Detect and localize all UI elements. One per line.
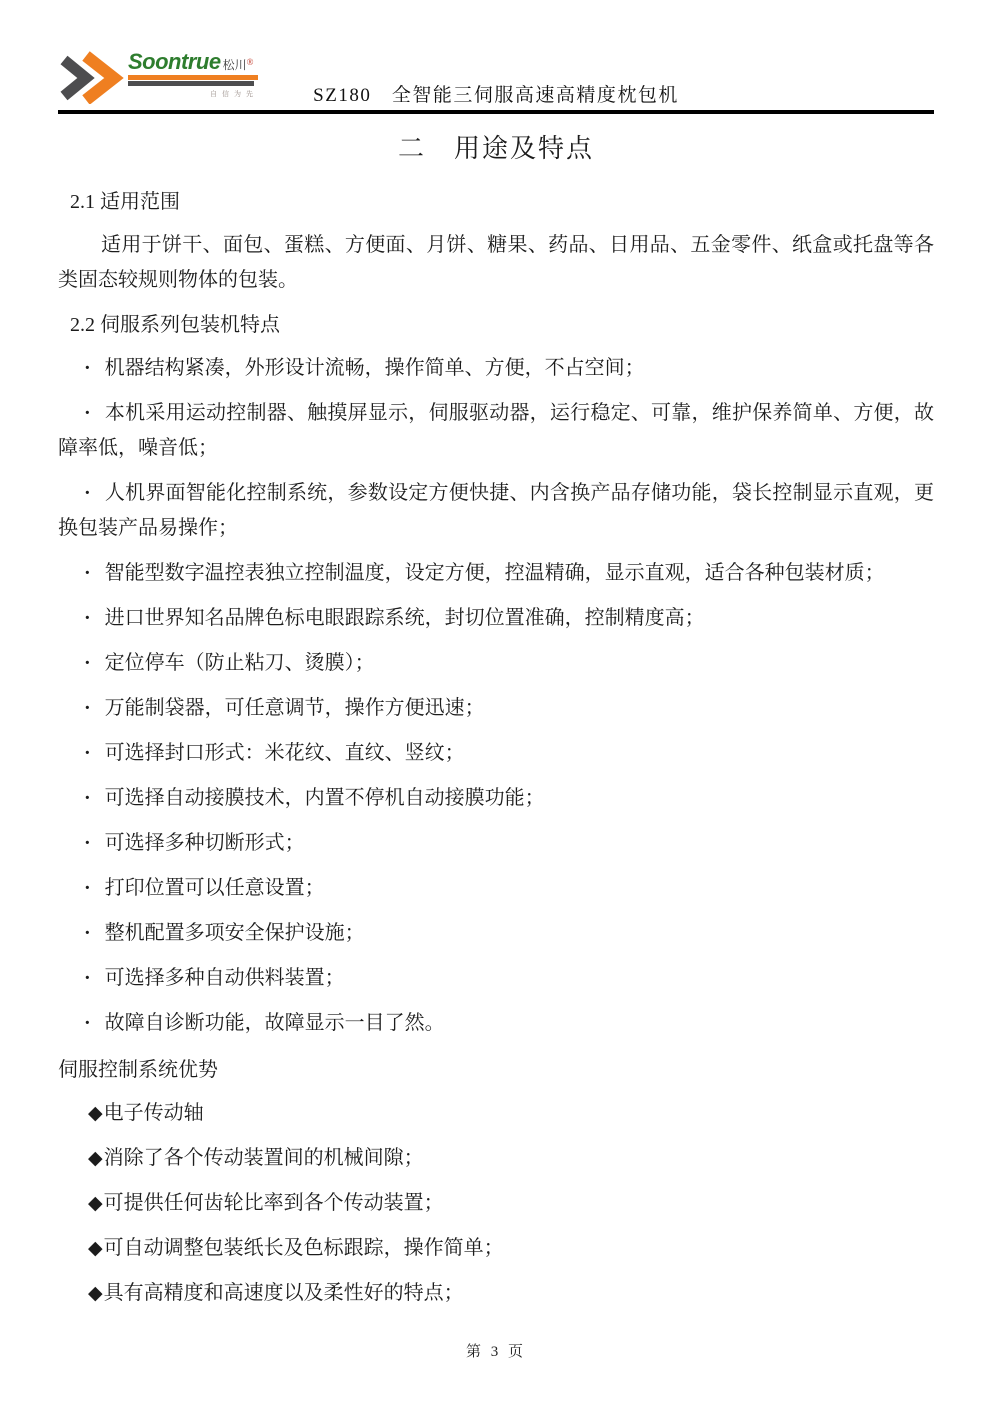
diamond-bullet-icon: ◆ (88, 1193, 103, 1214)
feature-item (58, 916, 934, 951)
bullet-dot-icon: · (84, 482, 91, 504)
servo-text: 可提供任何齿轮比率到各个传动装置； (103, 1192, 444, 1214)
feature-text: 进口世界知名品牌色标电眼跟踪系统，封切位置准确，控制精度高； (104, 607, 705, 629)
logo-bar-gray (128, 81, 254, 86)
doc-title: SZ180 全智能三伺服高速高精度枕包机 (313, 85, 679, 106)
bullet-dot-icon: · (84, 922, 91, 944)
diamond-bullet-icon: ◆ (88, 1148, 103, 1169)
bullet-dot-icon: · (84, 652, 91, 674)
servo-list (58, 1096, 934, 1311)
logo-text-block (128, 50, 260, 99)
bullet-dot-icon: · (84, 787, 91, 809)
bullet-dot-icon: · (84, 697, 91, 719)
feature-item (58, 691, 934, 726)
feature-item (58, 646, 934, 681)
logo-brand: Soontrue (128, 49, 221, 74)
feature-item (58, 476, 934, 546)
feature-text: 万能制袋器，可任意调节，操作方便迅速； (104, 697, 485, 719)
features-list (58, 351, 934, 1041)
feature-item (58, 396, 934, 466)
feature-item (58, 826, 934, 861)
servo-item (58, 1141, 934, 1176)
diamond-bullet-icon: ◆ (88, 1283, 103, 1304)
bullet-dot-icon: · (84, 967, 91, 989)
feature-item (58, 736, 934, 771)
feature-text: 可选择多种切断形式； (104, 832, 305, 854)
feature-text: 可选择封口形式：米花纹、直纹、竖纹； (104, 742, 465, 764)
bullet-dot-icon: · (84, 877, 91, 899)
feature-text: 人机界面智能化控制系统，参数设定方便快捷、内含换产品存储功能，袋长控制显示直观，更换包装产品易操作； (58, 482, 934, 539)
logo-brand-cn: 松川 (222, 58, 247, 72)
servo-item (58, 1186, 934, 1221)
soontrue-logo (60, 50, 260, 104)
servo-item (58, 1276, 934, 1311)
bullet-dot-icon: · (84, 607, 91, 629)
feature-text: 整机配置多项安全保护设施； (104, 922, 365, 944)
feature-item (58, 351, 934, 386)
feature-text: 机器结构紧凑，外形设计流畅，操作简单、方便，不占空间； (104, 357, 645, 379)
feature-item (58, 871, 934, 906)
feature-text: 定位停车（防止粘刀、烫膜）； (104, 652, 375, 674)
section-2-1-heading: 2.1 适用范围 (70, 191, 180, 213)
bullet-dot-icon: · (84, 1012, 91, 1034)
registered-mark-icon: ® (246, 57, 254, 67)
feature-item (58, 781, 934, 816)
bullet-dot-icon: · (84, 742, 91, 764)
bullet-dot-icon: · (84, 562, 91, 584)
servo-text: 消除了各个传动装置间的机械间隙； (103, 1147, 424, 1169)
feature-text: 故障自诊断功能，故障显示一目了然。 (104, 1012, 445, 1034)
servo-text: 电子传动轴 (103, 1102, 204, 1124)
feature-item (58, 601, 934, 636)
page-header (58, 0, 934, 114)
feature-item (58, 961, 934, 996)
feature-text: 可选择自动接膜技术，内置不停机自动接膜功能； (104, 787, 545, 809)
section-2-1-paragraph: 适用于饼干、面包、蛋糕、方便面、月饼、糖果、药品、日用品、五金零件、纸盒或托盘等各类固态较规则物体的包装。 (58, 234, 934, 291)
bullet-dot-icon: · (84, 402, 91, 424)
section-2-2-heading: 2.2 伺服系列包装机特点 (70, 314, 280, 336)
servo-text: 可自动调整包装纸长及色标跟踪，操作简单； (103, 1237, 504, 1259)
logo-bar-orange (128, 75, 258, 80)
feature-text: 本机采用运动控制器、触摸屏显示，伺服驱动器，运行稳定、可靠，维护保养简单、方便，故障率低，噪音低； (58, 402, 934, 459)
feature-text: 智能型数字温控表独立控制温度，设定方便，控温精确，显示直观，适合各种包装材质； (104, 562, 885, 584)
feature-item (58, 556, 934, 591)
bullet-dot-icon: · (84, 832, 91, 854)
diamond-bullet-icon: ◆ (88, 1238, 103, 1259)
bullet-dot-icon: · (84, 357, 91, 379)
page-content (58, 129, 934, 1311)
logo-tagline: 自信为先 (210, 90, 258, 98)
page-number: 第 3 页 (465, 1344, 526, 1360)
header-rule (58, 110, 934, 114)
feature-text: 可选择多种自动供料装置； (104, 967, 345, 989)
page-title: 二 用途及特点 (397, 134, 594, 163)
servo-item (58, 1096, 934, 1131)
double-chevron-icon (60, 50, 126, 104)
servo-item (58, 1231, 934, 1266)
diamond-bullet-icon: ◆ (88, 1103, 103, 1124)
page-footer (0, 1340, 992, 1361)
feature-item (58, 1006, 934, 1041)
servo-heading: 伺服控制系统优势 (58, 1059, 218, 1081)
feature-text: 打印位置可以任意设置； (104, 877, 325, 899)
logo-brand-line (128, 50, 260, 74)
servo-text: 具有高精度和高速度以及柔性好的特点； (103, 1282, 464, 1304)
